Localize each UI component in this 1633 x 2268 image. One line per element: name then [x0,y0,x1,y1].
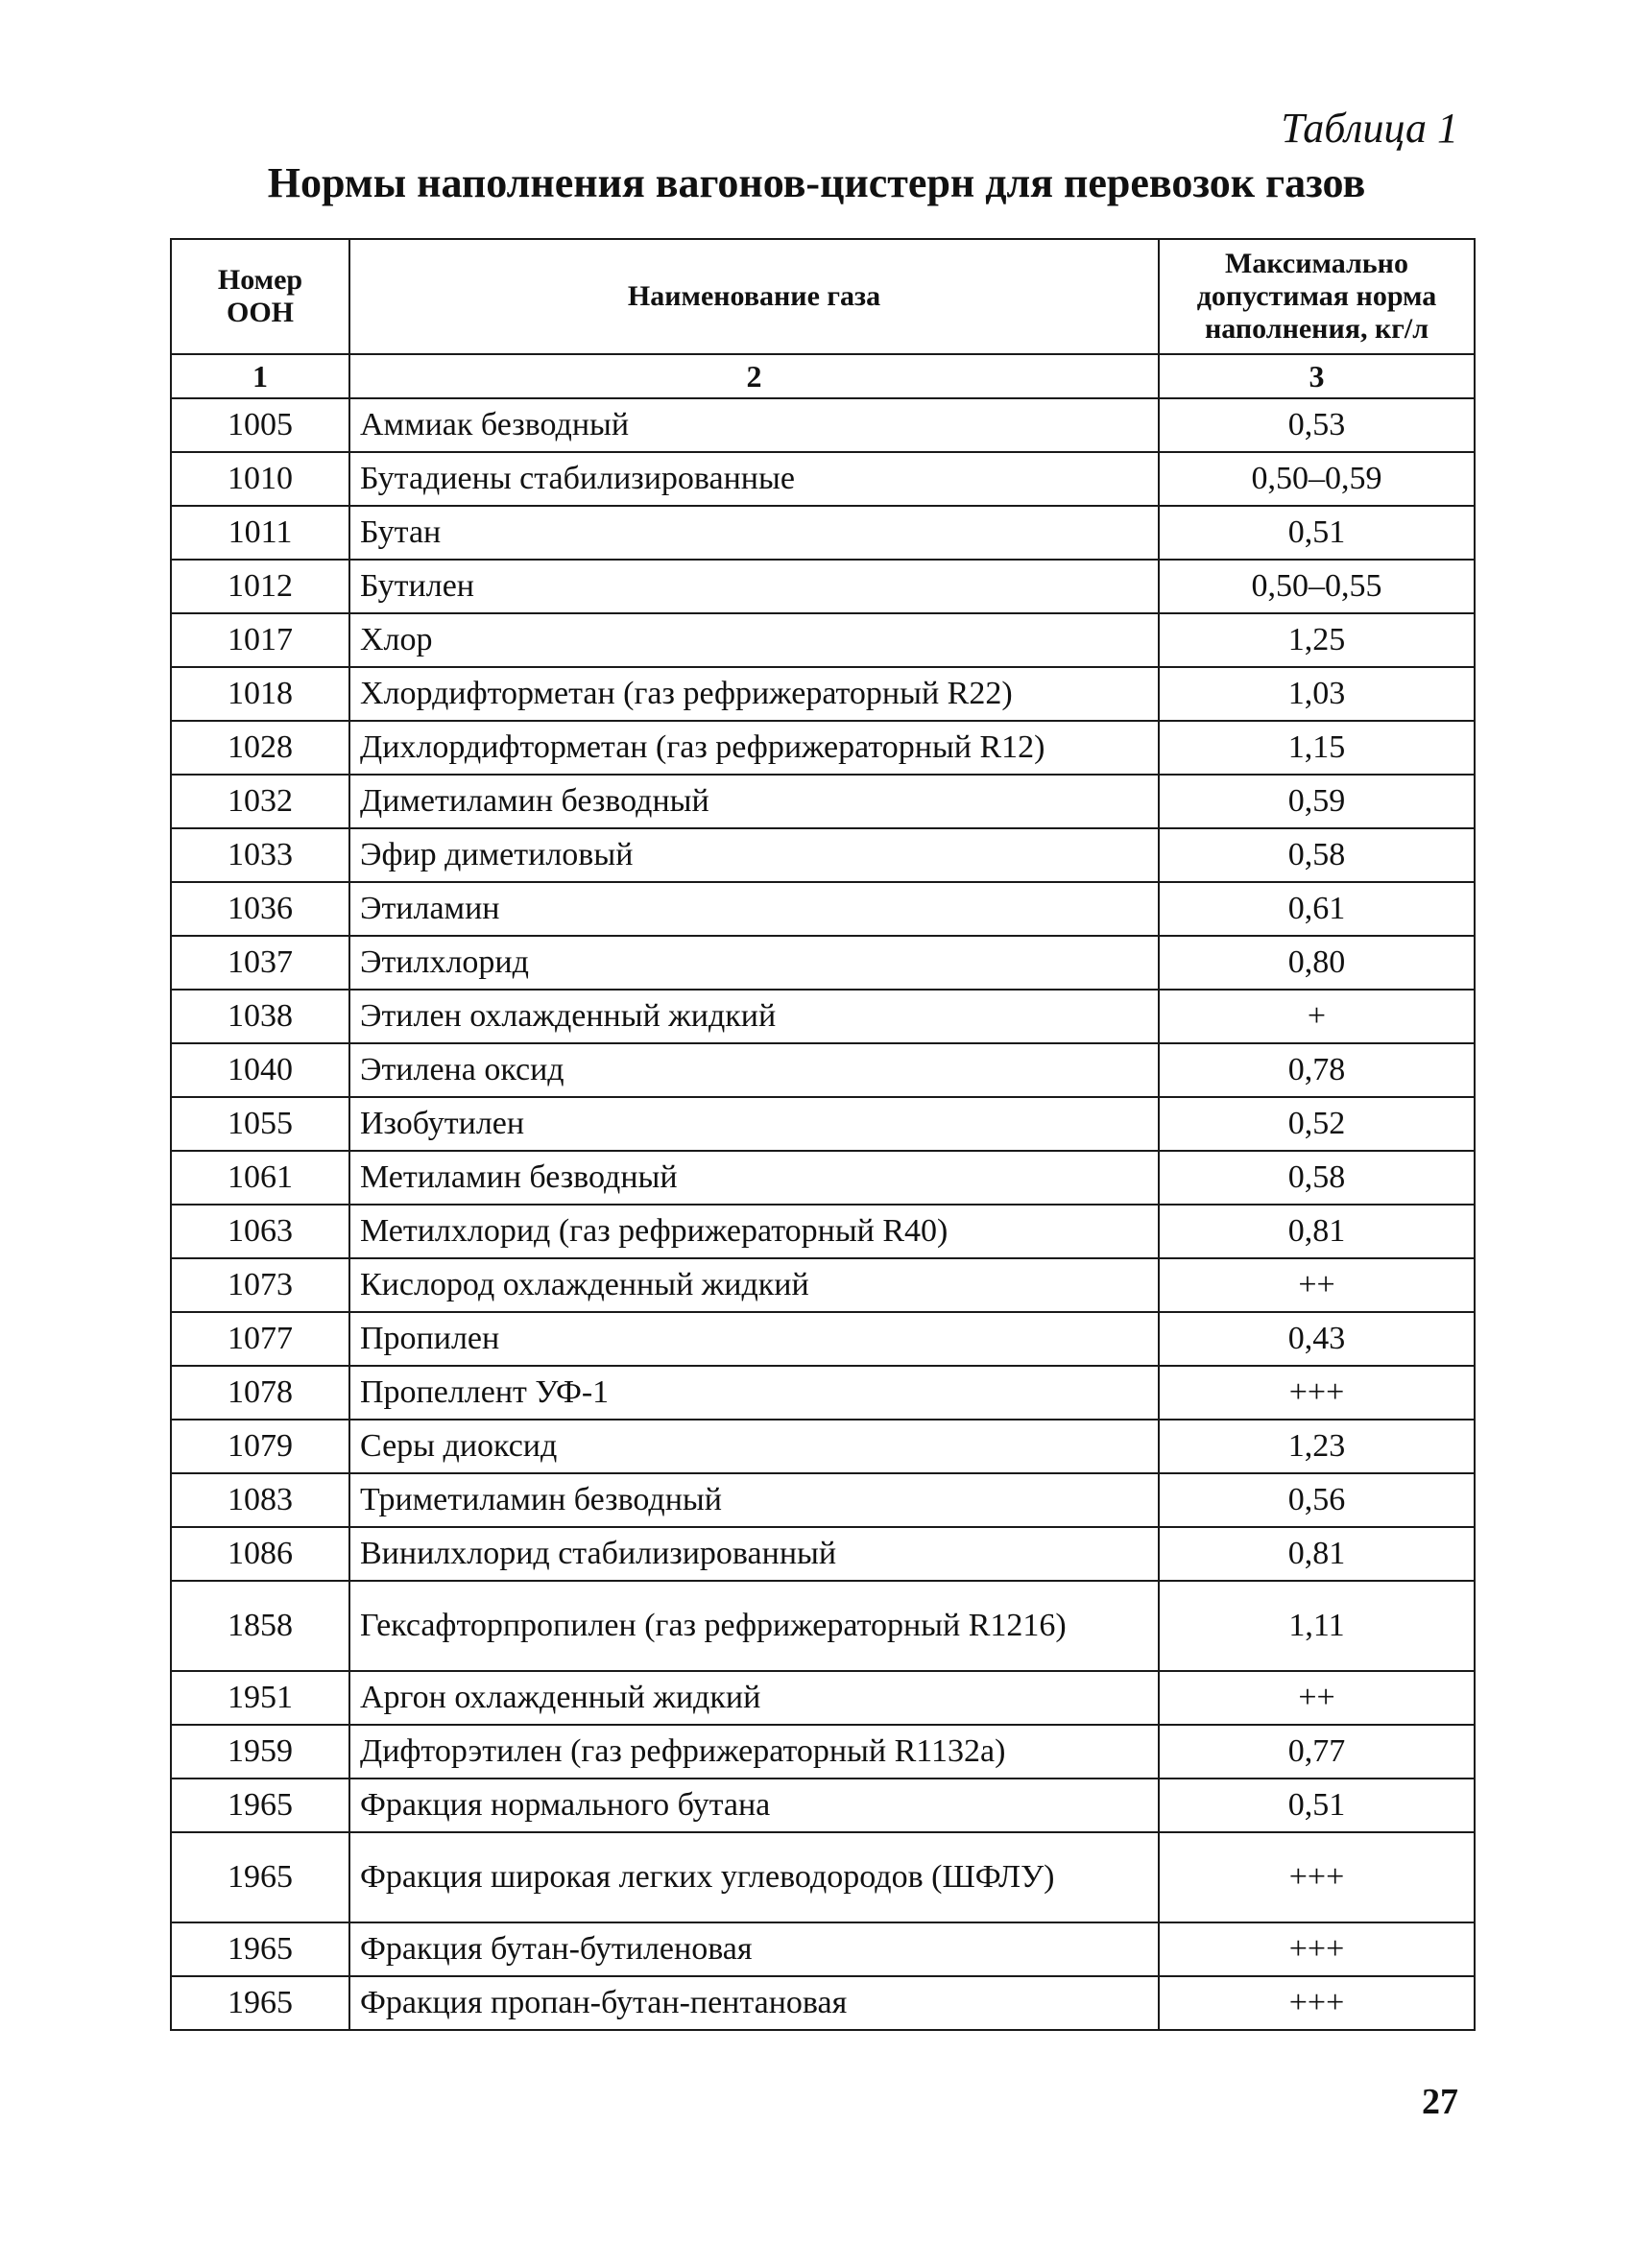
max-norm-cell: 0,51 [1159,1779,1475,1832]
gas-name-cell: Этилен охлажденный жидкий [349,990,1159,1043]
table-row [171,1473,1475,1527]
un-number-cell: 1077 [171,1312,349,1366]
gas-name-cell: Серы диоксид [349,1420,1159,1473]
column-number-row [171,354,1475,398]
table-row [171,1832,1475,1922]
max-norm-cell: 0,51 [1159,506,1475,560]
table-row [171,1151,1475,1205]
un-number-cell: 1011 [171,506,349,560]
max-norm-cell: ++ [1159,1671,1475,1725]
table-row [171,1671,1475,1725]
column-header-max-norm: Максимально допустимая норма наполнения, кг/л [1159,239,1475,354]
max-norm-cell: 0,80 [1159,936,1475,990]
un-number-cell: 1965 [171,1779,349,1832]
table-row [171,1725,1475,1779]
table-row [171,1097,1475,1151]
gas-name-cell: Хлор [349,613,1159,667]
un-number-cell: 1010 [171,452,349,506]
column-header-gas-name: Наименование газа [349,239,1159,354]
table-row [171,936,1475,990]
un-number-cell: 1040 [171,1043,349,1097]
table-body [171,398,1475,2030]
un-number-cell: 1078 [171,1366,349,1420]
un-number-cell: 1018 [171,667,349,721]
table-row [171,1205,1475,1258]
gas-name-cell: Фракция бутан-бутиленовая [349,1922,1159,1976]
gas-name-cell: Метиламин безводный [349,1151,1159,1205]
max-norm-cell: + [1159,990,1475,1043]
table-row [171,882,1475,936]
max-norm-cell: 0,53 [1159,398,1475,452]
column-number: 2 [349,354,1159,398]
un-number-cell: 1965 [171,1922,349,1976]
table-row [171,506,1475,560]
max-norm-cell: +++ [1159,1832,1475,1922]
un-number-cell: 1965 [171,1976,349,2030]
un-number-cell: 1028 [171,721,349,775]
un-number-cell: 1083 [171,1473,349,1527]
gas-name-cell: Гексафторпропилен (газ рефрижераторный R1216) [349,1581,1159,1671]
un-number-cell: 1073 [171,1258,349,1312]
max-norm-cell: 0,78 [1159,1043,1475,1097]
table-caption: Таблица 1 [1281,105,1458,152]
table-row [171,1527,1475,1581]
gas-name-cell: Пропеллент УФ-1 [349,1366,1159,1420]
max-norm-cell: +++ [1159,1922,1475,1976]
gas-name-cell: Диметиламин безводный [349,775,1159,828]
gas-name-cell: Пропилен [349,1312,1159,1366]
un-number-cell: 1063 [171,1205,349,1258]
max-norm-cell: 0,56 [1159,1473,1475,1527]
un-number-cell: 1005 [171,398,349,452]
max-norm-cell: 0,58 [1159,1151,1475,1205]
max-norm-cell: 1,11 [1159,1581,1475,1671]
table-row [171,775,1475,828]
un-number-cell: 1033 [171,828,349,882]
table-row [171,828,1475,882]
table-row [171,667,1475,721]
un-number-cell: 1055 [171,1097,349,1151]
un-number-cell: 1012 [171,560,349,613]
max-norm-cell: 0,50–0,55 [1159,560,1475,613]
gas-name-cell: Винилхлорид стабилизированный [349,1527,1159,1581]
table-row [171,1420,1475,1473]
max-norm-cell: 1,15 [1159,721,1475,775]
gas-name-cell: Фракция широкая легких углеводородов (ШФЛУ) [349,1832,1159,1922]
table-row [171,1976,1475,2030]
table-row [171,452,1475,506]
gas-name-cell: Хлордифторметан (газ рефрижераторный R22) [349,667,1159,721]
page-number: 27 [1422,2082,1458,2122]
table-row [171,721,1475,775]
gas-name-cell: Эфир диметиловый [349,828,1159,882]
gas-name-cell: Этилхлорид [349,936,1159,990]
gas-name-cell: Аммиак безводный [349,398,1159,452]
un-number-cell: 1037 [171,936,349,990]
column-header-un-number: Номер ООН [171,239,349,354]
max-norm-cell: 1,25 [1159,613,1475,667]
gas-name-cell: Бутан [349,506,1159,560]
max-norm-cell: 0,50–0,59 [1159,452,1475,506]
column-number: 3 [1159,354,1475,398]
table-row [171,990,1475,1043]
table-row [171,398,1475,452]
max-norm-cell: +++ [1159,1366,1475,1420]
gas-name-cell: Метилхлорид (газ рефрижераторный R40) [349,1205,1159,1258]
max-norm-cell: 0,43 [1159,1312,1475,1366]
gas-name-cell: Бутилен [349,560,1159,613]
un-number-cell: 1079 [171,1420,349,1473]
gas-name-cell: Аргон охлажденный жидкий [349,1671,1159,1725]
filling-norms-table [170,238,1476,2031]
table-row [171,1922,1475,1976]
table-row [171,1258,1475,1312]
table-row [171,1779,1475,1832]
gas-name-cell: Бутадиены стабилизированные [349,452,1159,506]
max-norm-cell: 0,58 [1159,828,1475,882]
gas-name-cell: Дихлордифторметан (газ рефрижераторный R12) [349,721,1159,775]
un-number-cell: 1965 [171,1832,349,1922]
table-row [171,1366,1475,1420]
gas-name-cell: Этилена оксид [349,1043,1159,1097]
max-norm-cell: 0,52 [1159,1097,1475,1151]
un-number-cell: 1858 [171,1581,349,1671]
column-number: 1 [171,354,349,398]
max-norm-cell: 0,81 [1159,1527,1475,1581]
page-title: Нормы наполнения вагонов-цистерн для перевозок газов [267,159,1366,206]
gas-name-cell: Фракция нормального бутана [349,1779,1159,1832]
un-number-cell: 1951 [171,1671,349,1725]
max-norm-cell: 1,03 [1159,667,1475,721]
max-norm-cell: 0,81 [1159,1205,1475,1258]
table-row [171,613,1475,667]
gas-name-cell: Дифторэтилен (газ рефрижераторный R1132a) [349,1725,1159,1779]
un-number-cell: 1086 [171,1527,349,1581]
max-norm-cell: ++ [1159,1258,1475,1312]
max-norm-cell: 0,59 [1159,775,1475,828]
max-norm-cell: +++ [1159,1976,1475,2030]
un-number-cell: 1038 [171,990,349,1043]
max-norm-cell: 0,77 [1159,1725,1475,1779]
un-number-cell: 1061 [171,1151,349,1205]
max-norm-cell: 0,61 [1159,882,1475,936]
table-row [171,1312,1475,1366]
gas-name-cell: Изобутилен [349,1097,1159,1151]
gas-name-cell: Этиламин [349,882,1159,936]
un-number-cell: 1959 [171,1725,349,1779]
un-number-cell: 1032 [171,775,349,828]
max-norm-cell: 1,23 [1159,1420,1475,1473]
table-row [171,560,1475,613]
table-header-row [171,239,1475,354]
table-row [171,1043,1475,1097]
table-row [171,1581,1475,1671]
gas-name-cell: Триметиламин безводный [349,1473,1159,1527]
gas-name-cell: Фракция пропан-бутан-пентановая [349,1976,1159,2030]
un-number-cell: 1036 [171,882,349,936]
gas-name-cell: Кислород охлажденный жидкий [349,1258,1159,1312]
un-number-cell: 1017 [171,613,349,667]
